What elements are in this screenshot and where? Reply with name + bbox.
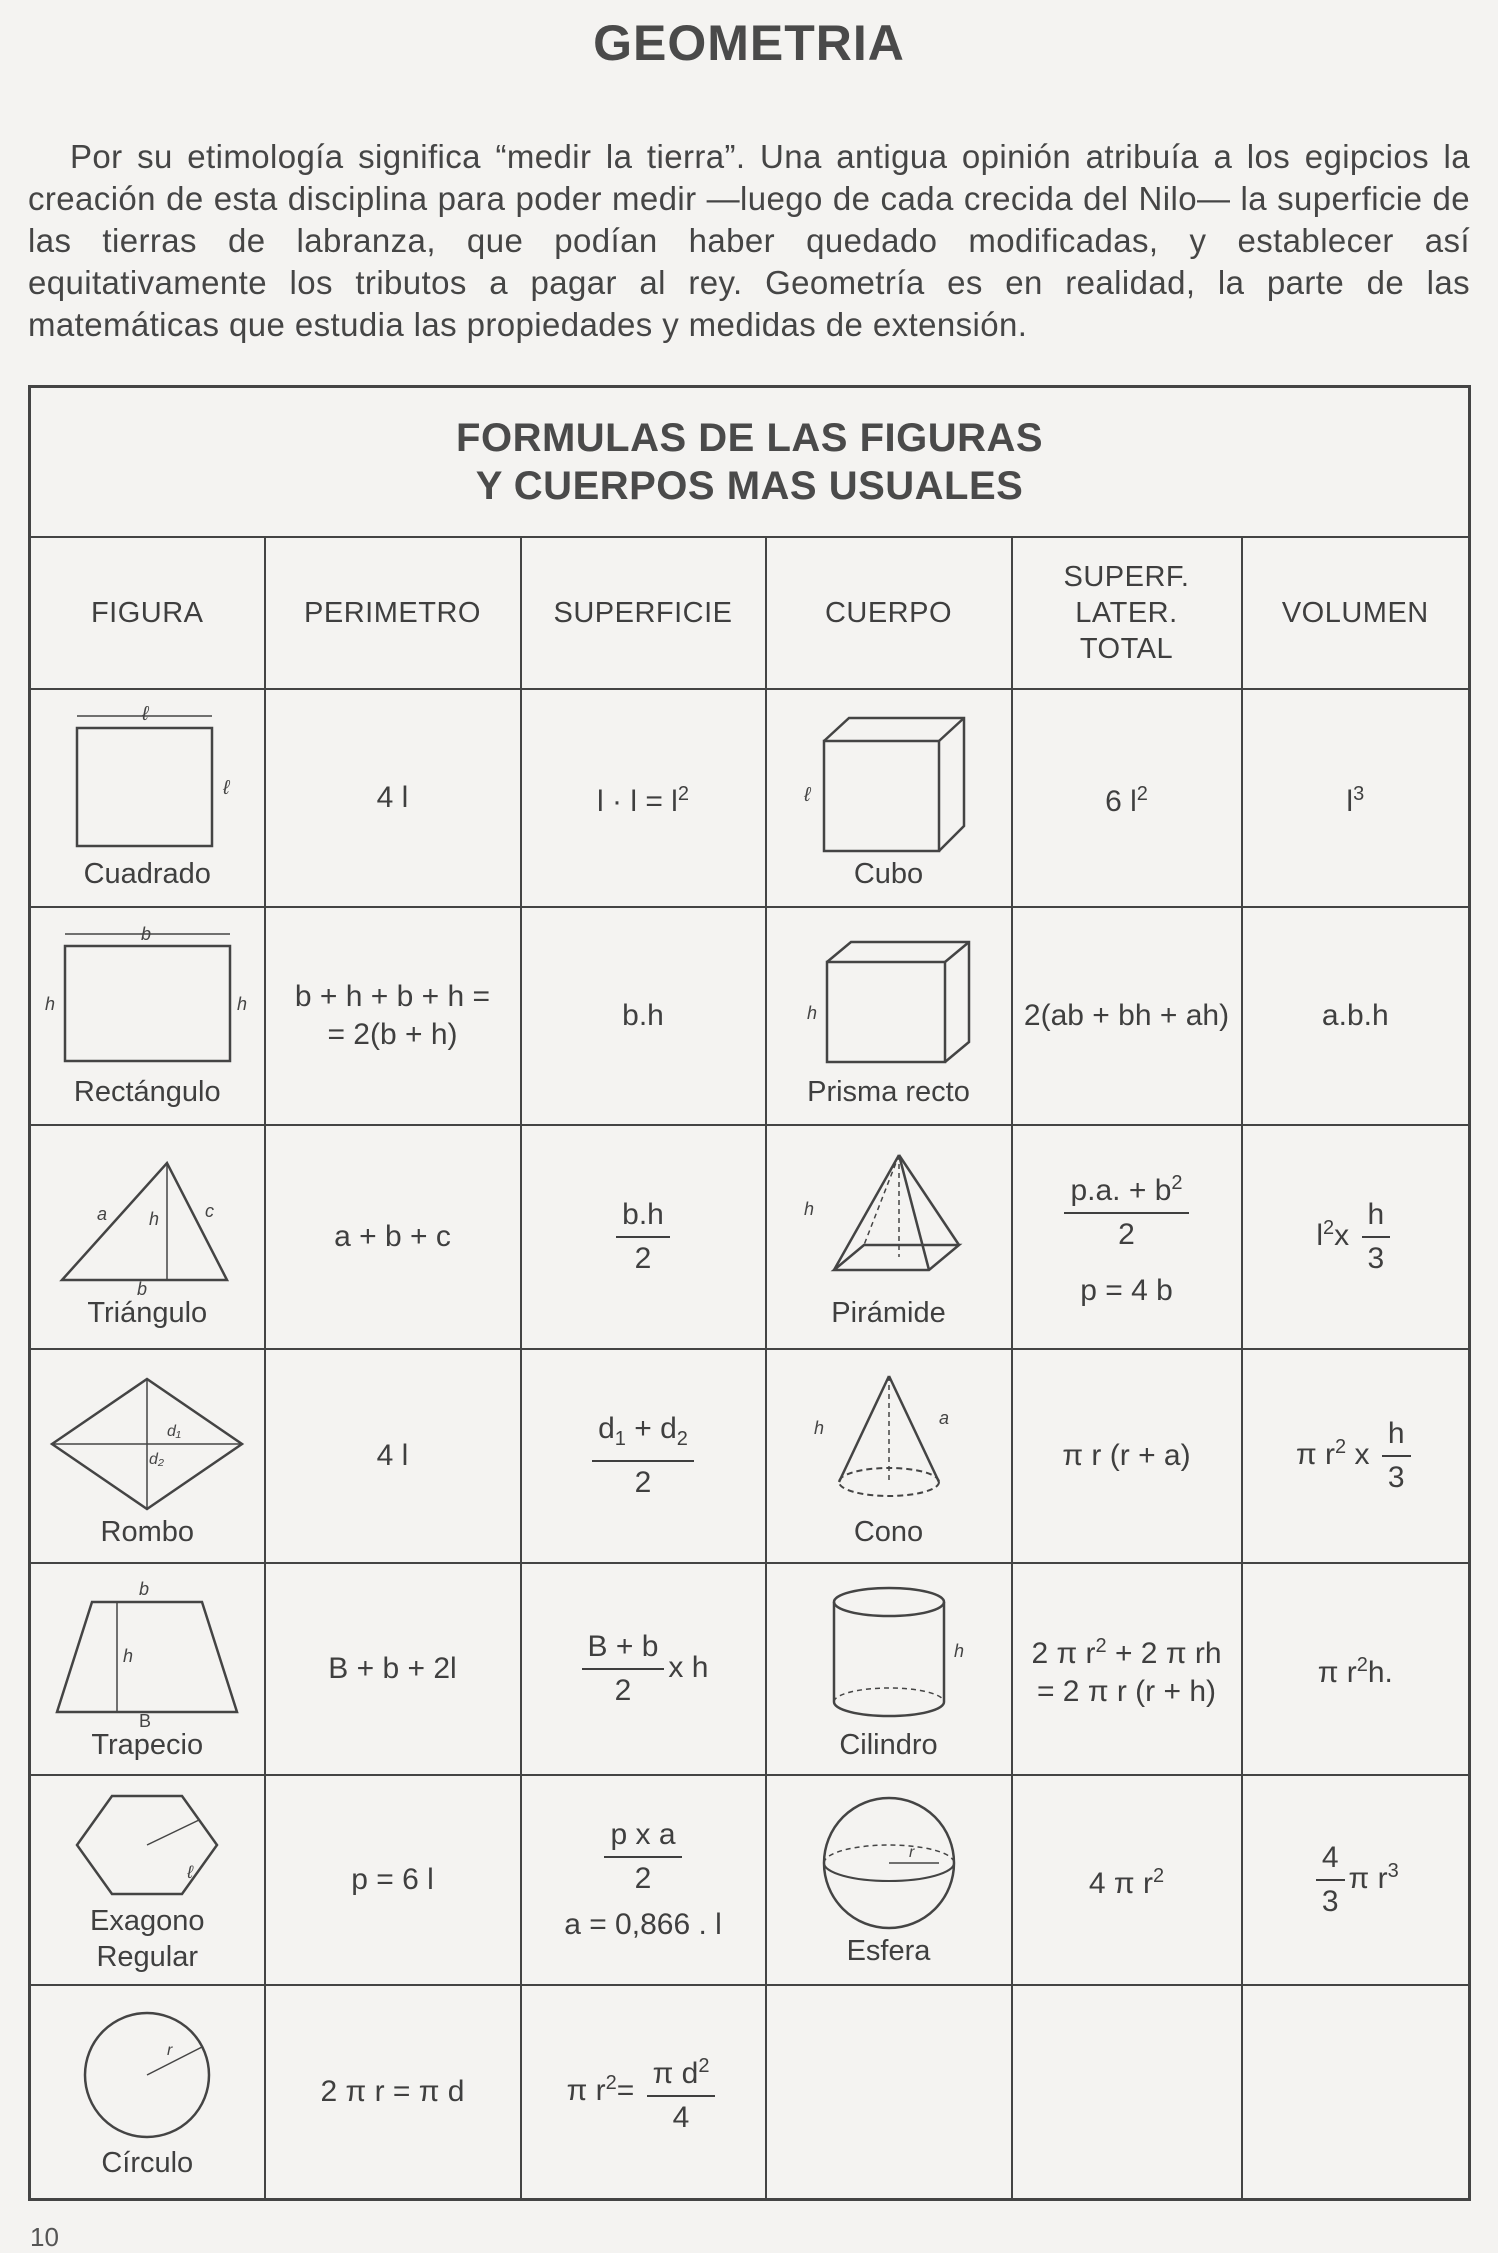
circle-icon <box>67 2005 227 2145</box>
perimeter-formula: a + b + c <box>265 1125 521 1349</box>
prism-icon <box>789 924 989 1074</box>
body-cell <box>766 1775 1012 1985</box>
area-formula: π $r^2=$ $\frac{\pi d^2}{4}$ <box>521 1985 766 2199</box>
hexagon-icon <box>67 1788 227 1903</box>
volume-formula: $\frac{4}{3}$ π $r^3$ <box>1242 1775 1470 1985</box>
page-number: 10 <box>30 2222 59 2252</box>
header-cuerpo: CUERPO <box>766 537 1012 689</box>
header-volumen: VOLUMEN <box>1242 537 1470 689</box>
svg-text:h: h <box>803 1199 814 1219</box>
figure-cell <box>30 1775 265 1985</box>
perimeter-formula: p = 6 l <box>265 1775 521 1985</box>
svg-text:h: h <box>953 1641 964 1661</box>
sphere-icon <box>789 1793 989 1933</box>
volume-formula: $l^2x$ $\frac{h}{3}$ <box>1242 1125 1470 1349</box>
header-superficie: SUPERFICIE <box>521 537 766 689</box>
svg-text:B: B <box>139 1711 152 1727</box>
table-row <box>30 1563 1470 1775</box>
empty-cell <box>1242 1985 1470 2199</box>
svg-text:d₂: d₂ <box>149 1451 165 1468</box>
lateral-formula: 4 π $r^2$ <box>1012 1775 1242 1985</box>
rhombus-icon <box>37 1364 257 1514</box>
figure-name: Exagono Regular <box>90 1904 205 1973</box>
figure-name: Trapecio <box>91 1729 204 1761</box>
svg-text:b: b <box>139 1579 150 1599</box>
header-row <box>30 537 1470 689</box>
figure-cell <box>30 1349 265 1563</box>
body-name: Esfera <box>846 1935 931 1967</box>
body-cell <box>766 689 1012 907</box>
svg-text:ℓ: ℓ <box>187 1861 194 1882</box>
body-name: Cubo <box>853 858 924 890</box>
svg-text:b: b <box>137 1279 148 1295</box>
svg-text:a: a <box>97 1204 108 1224</box>
svg-text:h: h <box>237 994 248 1014</box>
perimeter-formula: B + b + 2l <box>265 1563 521 1775</box>
figure-cell <box>30 1563 265 1775</box>
figure-cell <box>30 907 265 1125</box>
table-row <box>30 1985 1470 2199</box>
perimeter-formula: b + h + b + h = = 2(b + h) <box>265 907 521 1125</box>
lateral-formula: 2(ab + bh + ah) <box>1012 907 1242 1125</box>
body-name: Prisma recto <box>807 1076 970 1108</box>
svg-text:r: r <box>167 2041 173 2059</box>
area-formula: $\frac{b.h}{2}$ <box>521 1125 766 1349</box>
volume-formula: a.b.h <box>1242 907 1470 1125</box>
triangle-icon <box>37 1145 257 1295</box>
lateral-formula: π r (r + a) <box>1012 1349 1242 1563</box>
svg-text:h: h <box>149 1209 160 1229</box>
svg-text:ℓ: ℓ <box>223 777 230 799</box>
svg-text:b: b <box>141 924 152 944</box>
figure-cell <box>30 1985 265 2199</box>
body-cell <box>766 1563 1012 1775</box>
svg-text:h: h <box>45 994 56 1014</box>
volume-formula: π $r^2$ x $\frac{h}{3}$ <box>1242 1349 1470 1563</box>
square-icon <box>47 706 247 856</box>
area-formula: $\frac{\text{p x a}}{2}$ a = 0,866 . l <box>521 1775 766 1985</box>
intro-paragraph: Por su etimología significa “medir la tierra”. Una antigua opinión atribuía a los egipcios la creación de esta disciplina para poder medir —luego de cada crecida del Nilo— la superficie de las tierras de labranza, que podían haber quedado modificadas, y establecer así equitativamente los tributos a pagar al rey. Geometría es en realidad, la parte de las matemáticas que estudia las propiedades y medidas de extensión. <box>28 138 1470 343</box>
body-name: Cilindro <box>839 1729 938 1761</box>
lateral-formula: 2 π $r^2 + 2$ π rh = 2 π r (r + h) <box>1012 1563 1242 1775</box>
empty-cell <box>1012 1985 1242 2199</box>
body-name: Cono <box>853 1516 924 1548</box>
area-formula: $\frac{B + b}{2}$ x h <box>521 1563 766 1775</box>
cylinder-icon <box>789 1577 989 1727</box>
svg-text:h: h <box>813 1418 824 1438</box>
svg-text:d₁: d₁ <box>167 1423 182 1440</box>
figure-cell <box>30 1125 265 1349</box>
cone-icon <box>789 1364 989 1514</box>
area-formula: $\frac{d_1 + d_2}{2}$ <box>521 1349 766 1563</box>
header-superf-lateral-total: SUPERF. LATER. TOTAL <box>1012 537 1242 689</box>
table-row <box>30 907 1470 1125</box>
trapezoid-icon <box>37 1577 257 1727</box>
table-title: FORMULAS DE LAS FIGURAS Y CUERPOS MAS USUALES <box>456 416 1044 508</box>
header-perimetro: PERIMETRO <box>265 537 521 689</box>
svg-text:a: a <box>938 1408 949 1428</box>
perimeter-formula: 4 l <box>265 689 521 907</box>
svg-text:ℓ: ℓ <box>803 784 810 806</box>
header-figura: FIGURA <box>30 537 265 689</box>
volume-formula: $l^3$ <box>1242 689 1470 907</box>
lateral-formula: $\frac{p.a. + b^2}{2}$ p = 4 b <box>1012 1125 1242 1349</box>
table-row <box>30 1349 1470 1563</box>
area-formula: b.h <box>521 907 766 1125</box>
figure-name: Rombo <box>100 1516 194 1548</box>
empty-cell <box>766 1985 1012 2199</box>
area-formula: $l \cdot l = l^2$ <box>521 689 766 907</box>
figure-cell <box>30 689 265 907</box>
pyramid-icon <box>789 1145 989 1295</box>
body-cell <box>766 1125 1012 1349</box>
svg-text:h: h <box>806 1003 817 1023</box>
body-cell <box>766 907 1012 1125</box>
table-row <box>30 689 1470 907</box>
svg-text:r: r <box>908 1844 914 1861</box>
table-row <box>30 1125 1470 1349</box>
body-name: Pirámide <box>831 1297 946 1329</box>
formula-table <box>28 385 1471 2201</box>
rectangle-icon <box>37 924 257 1074</box>
svg-text:c: c <box>205 1201 215 1221</box>
page-title: GEOMETRIA <box>593 15 905 71</box>
figure-name: Triángulo <box>87 1297 208 1329</box>
volume-formula: π $r^2h$. <box>1242 1563 1470 1775</box>
perimeter-formula: 2 π r = π d <box>265 1985 521 2199</box>
svg-text:ℓ: ℓ <box>142 706 149 725</box>
body-cell <box>766 1349 1012 1563</box>
figure-name: Cuadrado <box>83 858 211 890</box>
svg-text:h: h <box>123 1646 134 1666</box>
figure-name: Círculo <box>101 2146 194 2179</box>
perimeter-formula: 4 l <box>265 1349 521 1563</box>
figure-name: Rectángulo <box>73 1076 221 1108</box>
table-title-cell <box>30 387 1470 538</box>
cube-icon <box>789 706 989 856</box>
lateral-formula: 6 $l^2$ <box>1012 689 1242 907</box>
table-row <box>30 1775 1470 1985</box>
